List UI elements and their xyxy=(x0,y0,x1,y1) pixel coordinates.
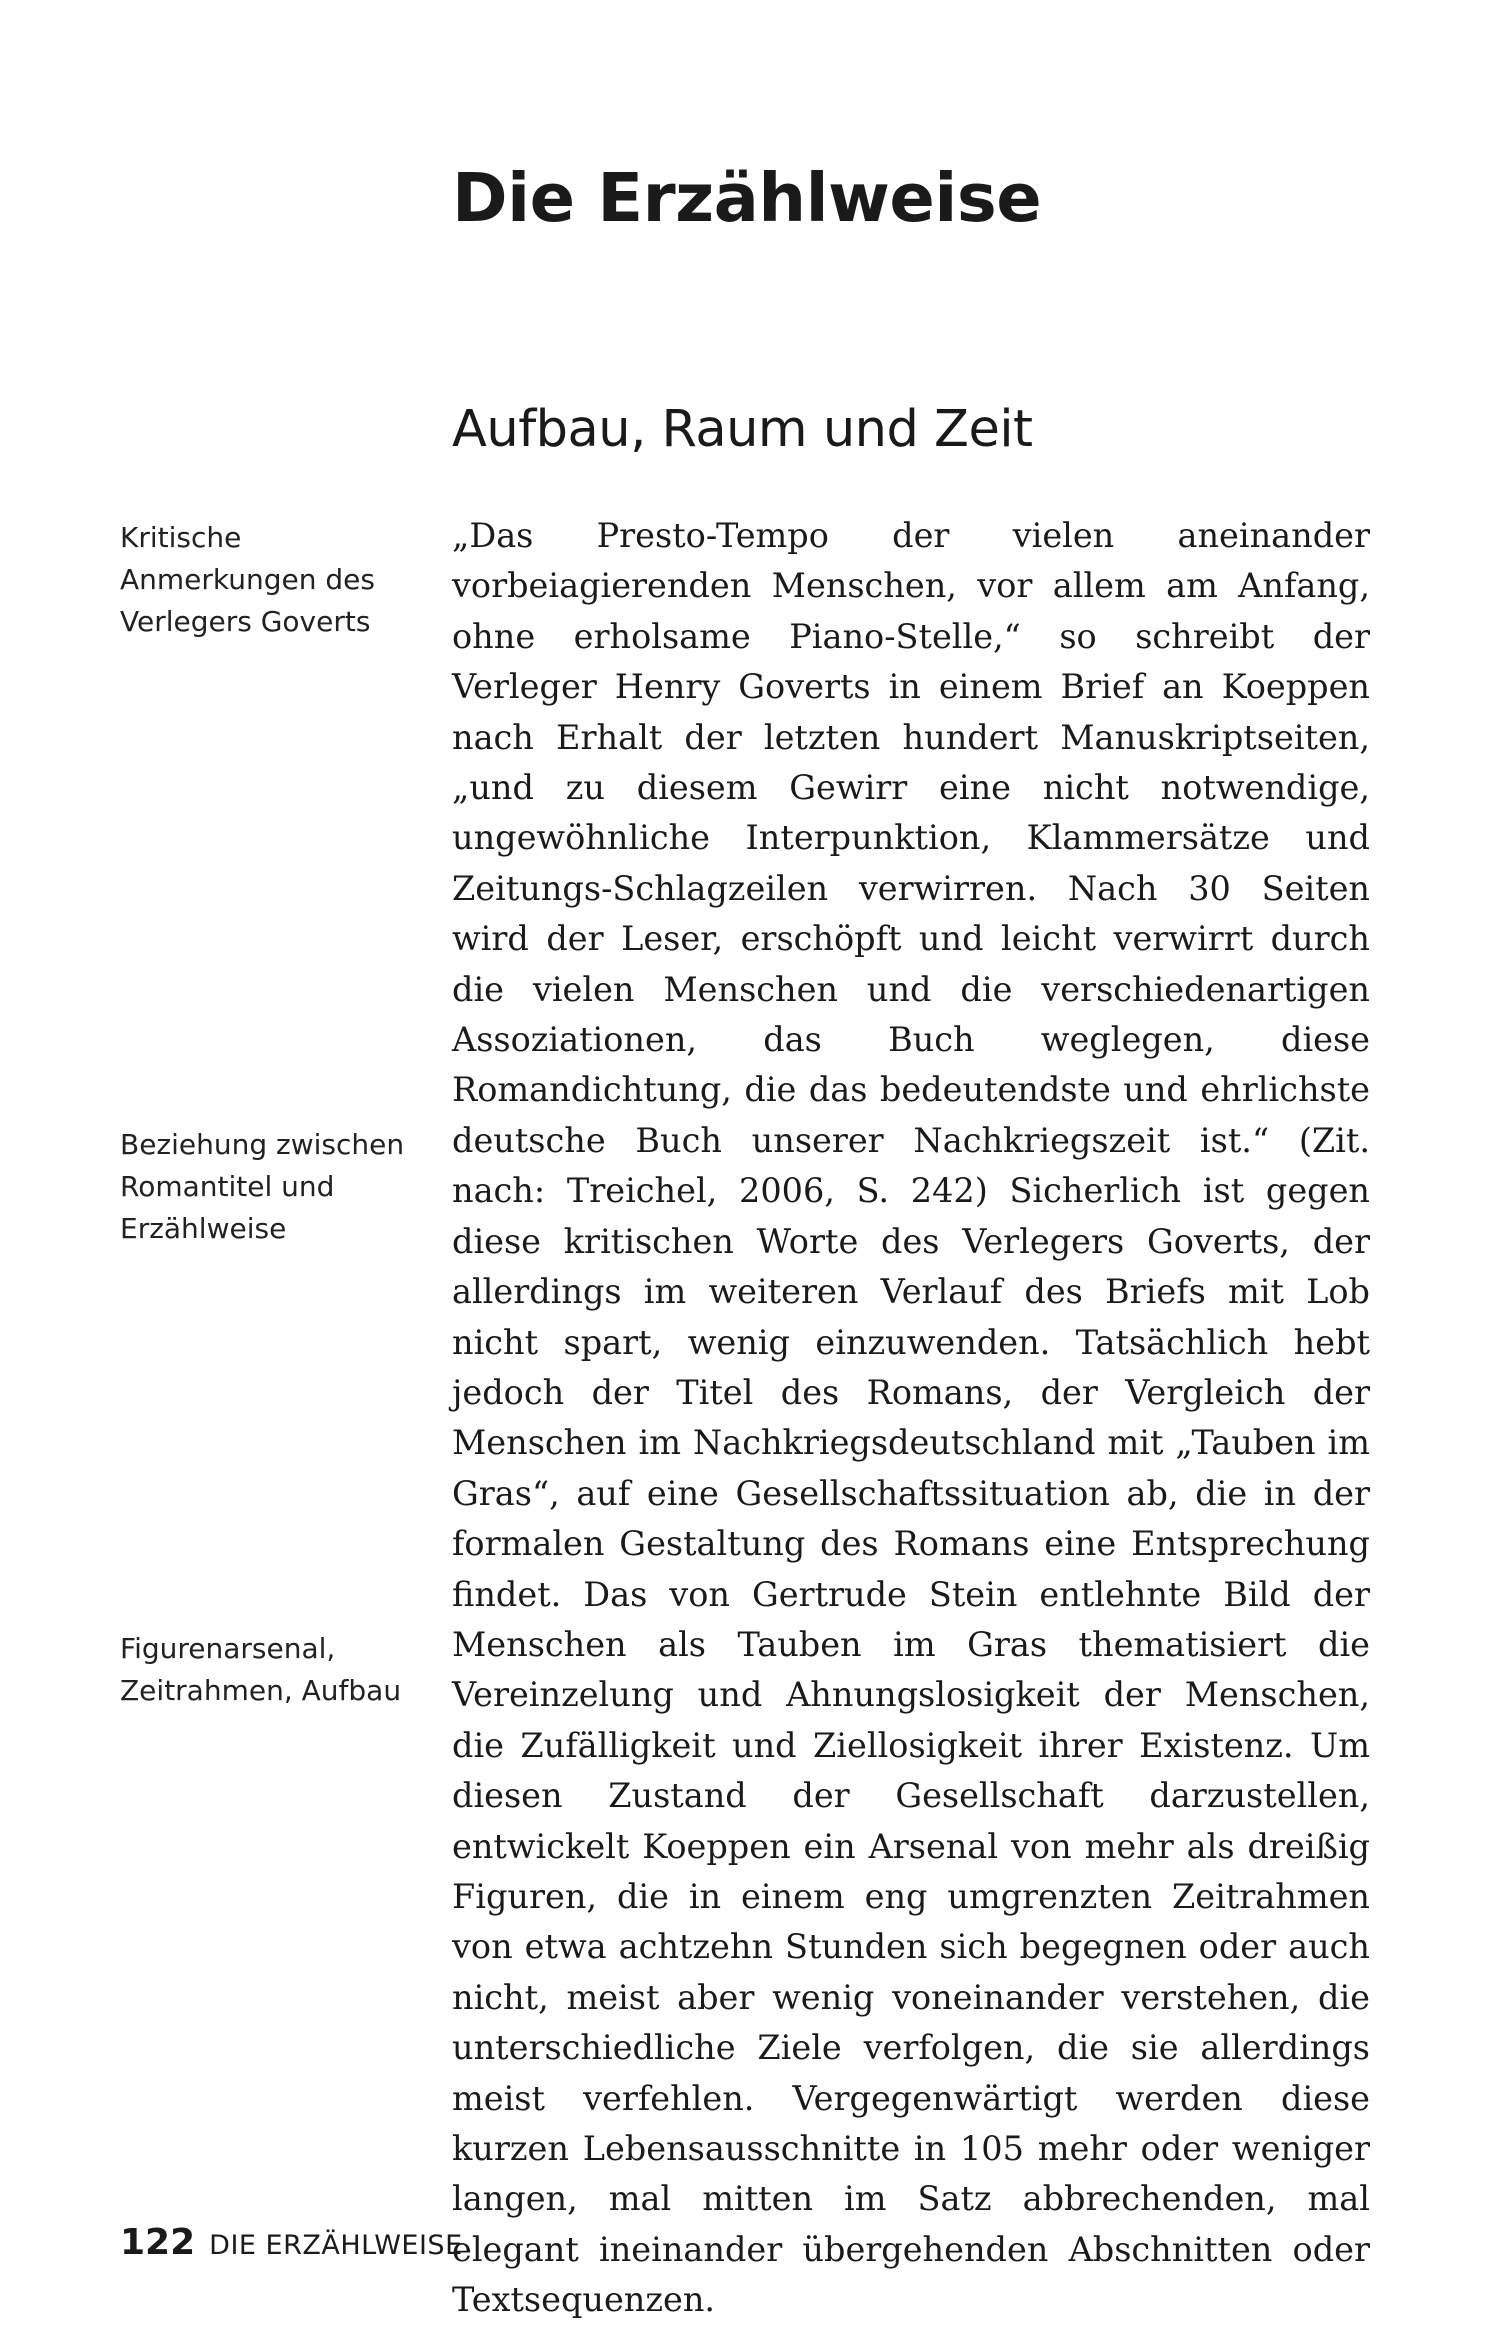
margin-note-title-relation: Beziehung zwischen Romantitel und Erzählweise xyxy=(120,1128,405,1245)
running-head: DIE ERZÄHLWEISE xyxy=(209,2230,463,2261)
chapter-title: Die Erzählweise xyxy=(452,159,1042,237)
margin-note-structure: Figurenarsenal, Zeitrahmen, Aufbau xyxy=(120,1632,402,1707)
margin-note-critique: Kritische Anmerkungen des Verlegers Goverts xyxy=(120,521,375,638)
page-number: 122 xyxy=(120,2222,196,2263)
body-paragraph: „Das Presto-Tempo der vielen aneinander vorbeiagierenden Menschen, vor allem am Anfang, ohne erholsame Piano-Stelle,“ so schreibt der Verleger Henry Goverts in einem Brief an Koeppen nach Erhalt der letzten hundert Manuskriptseiten, „und zu diesem Gewirr eine nicht notwendige, ungewöhnliche Interpunktion, Klammersätze und Zeitungs-Schlagzeilen verwirren. Nach 30 Seiten wird der Leser, erschöpft und leicht verwirrt durch die vielen Menschen und die verschiedenartigen Assoziationen, das Buch weglegen, diese Romandichtung, die das bedeutendste und ehrlichste deutsche Buch unserer Nachkriegszeit ist.“ (Zit. nach: Treichel, 2006, S. 242) Sicherlich ist gegen diese kritischen Worte des Verlegers Goverts, der allerdings im weiteren Verlauf des Briefs mit Lob nicht spart, wenig einzuwenden. Tatsächlich hebt jedoch der Titel des Romans, der Vergleich der Menschen im Nachkriegsdeutschland mit „Tauben im Gras“, auf eine Gesellschaftssituation ab, die in der formalen Gestaltung des Romans eine Entsprechung findet. Das von Gertrude Stein entlehnte Bild der Menschen als Tauben im Gras thematisiert die Vereinzelung und Ahnungslosigkeit der Menschen, die Zufälligkeit und Ziellosigkeit ihrer Existenz. Um diesen Zustand der Gesellschaft darzustellen, entwickelt Koeppen ein Arsenal von mehr als dreißig Figuren, die in einem eng umgrenzten Zeitrahmen von etwa achtzehn Stunden sich begegnen oder auch nicht, meist aber wenig voneinander verstehen, die unterschiedliche Ziele verfolgen, die sie allerdings meist verfehlen. Vergegenwärtigt werden diese kurzen Lebensausschnitte in 105 mehr oder weniger langen, mal mitten im Satz abbrechenden, mal elegant ineinander übergehenden Abschnitten oder Textsequenzen. xyxy=(452,516,1370,2320)
page-footer xyxy=(120,2222,463,2263)
section-title: Aufbau, Raum und Zeit xyxy=(452,400,1033,459)
